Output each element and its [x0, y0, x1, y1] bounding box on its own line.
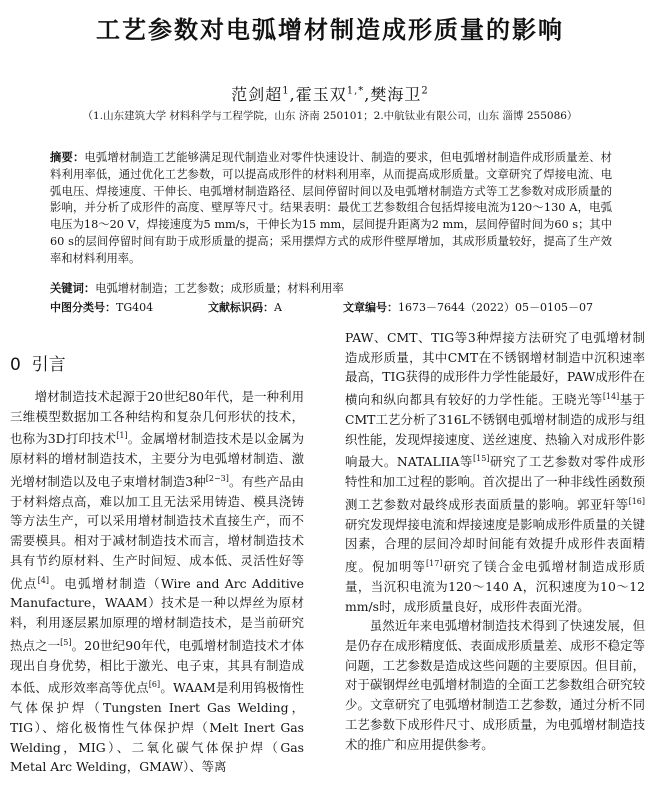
article-number-label: 文章编号： [343, 301, 398, 314]
text-run: 。电弧增材制造（Wire and Arc Additive Manufacture，WAAM）技术是一种以焊丝为原材料，利用逐层累加原理的增材制造技术，是当前研究热点之一 [10, 575, 305, 653]
article-number [343, 300, 593, 316]
keywords-text: 电弧增材制造；工艺参数；成形质量；材料利用率 [95, 282, 344, 295]
text-run: 虽然近年来电弧增材制造技术得到了快速发展，但是仍存在成形精度低、表面成形质量差、成形不稳定等问题，工艺参数是造成这些问题的主要原因。但目前，对于碳钢焊丝电弧增材制造的全面工艺参数组合研究较少。文章研究了电弧增材制造工艺参数，通过分析不同工艺参数下成形件尺寸、成形质量，为电弧增材制造技术的推广和应用提供参考。 [345, 618, 645, 752]
abstract-text: 电弧增材制造工艺能够满足现代制造业对零件快速设计、制造的要求，但电弧增材制造件成形质量差、材料利用率低，通过优化工艺参数，可以提高成形件的材料利用率，从而提高成形质量。文章研究了焊接电流、电弧电压、焊接速度、干伸长、电弧增材制造路径、层间停留时间以及电弧增材制造方式等工艺参数对成形质量的影响，并分析了成形件的高度、壁厚等尺寸。结果表明：最优工艺参数组合包括焊接电流为120～130 A，电弧电压为18～20 V，焊接速度为5 mm/s，干伸长为15 mm，层间提升距离为2 mm，层间停留时间为60 s；其中60 s的层间停留时间有助于成形质量的提高；采用摆焊方式的成形件壁厚增加，其成形质量较好，提高了生产效率和材料利用率。 [50, 151, 612, 265]
text-run: 研究了工艺参数对零件成形特性和加工过程的影响。首次提出了一种非线性函数预测工艺参数对最终成形表面质量的影响。郭亚轩等 [345, 454, 645, 512]
text-run: 。有些产品由于材料熔点高，难以加工且无法采用铸造、模具浇铸等方法生产，可以采用增材制造技术直接生产，而不需要模具。相对于减材制造技术而言，增材制造技术具有节约原材料、生产时间短、成本低、灵活性好等优点 [10, 474, 304, 591]
doc-code-label: 文献标识码： [208, 301, 274, 314]
citation: [1] [116, 431, 128, 441]
citation: [6] [148, 680, 161, 690]
section-title: 引言 [31, 355, 66, 375]
text-run: 增材制造技术起源于20世纪80年代，是一种利用三维模型数据加工各种结构和复杂几何形状的技术，也称为3D打印技术 [10, 389, 304, 447]
affiliation: （1.山东建筑大学 材料科学与工程学院，山东 济南 250101；2.中航钛业有限公司，山东 淄博 255086） [82, 110, 578, 122]
text-run: 。20世纪90年代，电弧增材制造技术才体现出自身优势，相比于激光、电子束，其具有制造成本低、成形效率高等优点 [10, 637, 304, 696]
citation: [4] [37, 575, 49, 585]
text-run: 研究发现焊接电流和焊接速度是影响成形件质量的关键因素，合理的层间冷却时间能有效提升成形件表面精度。倪加明等 [345, 516, 645, 575]
section-number: 0 [10, 355, 21, 375]
citation: [16] [628, 496, 645, 506]
keywords [50, 281, 612, 297]
author-line [0, 82, 660, 105]
author-separator: , [364, 85, 371, 104]
doc-code-value: A [274, 301, 282, 314]
author-name: 樊海卫 [370, 85, 422, 104]
citation: [2−3] [205, 473, 229, 483]
left-column [10, 387, 304, 777]
text-run: 。WAAM是利用钨极惰性气体保护焊（Tungsten Inert Gas Welding，TIG）、熔化极惰性气体保护焊（Melt Inert Gas Welding，MIG）、二氧化碳气体保护焊（Gas Metal Arc Welding，GMAW）、等离 [10, 680, 305, 775]
section-heading [10, 350, 66, 375]
paper-title: 工艺参数对电弧增材制造成形质量的影响 [96, 16, 564, 44]
right-column [345, 328, 645, 754]
text-run: 研究了镁合金电弧增材制造成形质量，当沉积电流为120～140 A，沉积速度为10～12 mm/s时，成形质量良好，成形件表面光滑。 [345, 559, 646, 614]
keywords-label: 关键词： [50, 282, 96, 295]
document-code [208, 300, 282, 316]
citation: [14] [602, 392, 620, 402]
paragraph [345, 328, 645, 616]
text-run: PAW、CMT、TIG等3种焊接方法研究了电弧增材制造成形质量，其中CMT在不锈钢增材制造中沉积速率最高，TIG获得的成形件力学性能最好，PAW成形件在横向和纵向都具有较好的力学性能。王晓光等 [345, 330, 645, 408]
text-run: 。金属增材制造技术是以金属为原材料的增材制造技术，主要分为电弧增材制造、激光增材制造以及电子束增材制造3种 [10, 431, 304, 490]
clc-label: 中图分类号： [50, 301, 116, 314]
author-name: 范剑超 [231, 85, 283, 104]
author-affil-mark: 2 [421, 85, 429, 97]
author-affil-mark: 1 [282, 85, 290, 97]
citation: [15] [473, 454, 490, 464]
abstract-label: 摘要： [50, 151, 85, 164]
citation: [5] [60, 637, 72, 647]
author-name: 霍玉双 [295, 85, 347, 104]
clc-value: TG404 [116, 301, 154, 314]
text-run: 基于CMT工艺分析了316L不锈钢电弧增材制造的成形与组织性能，发现焊接速度、送丝速度、热输入对成形件影响最大。NATALIIA等 [345, 392, 646, 470]
article-number-value: 1673－7644（2022）05－0105－07 [398, 301, 593, 314]
paragraph [10, 387, 304, 777]
abstract [50, 150, 612, 268]
paragraph [345, 616, 645, 754]
author-separator: , [289, 85, 296, 104]
author-affil-mark: 1,* [346, 85, 365, 97]
clc-number [50, 300, 153, 316]
citation: [17] [426, 559, 443, 569]
